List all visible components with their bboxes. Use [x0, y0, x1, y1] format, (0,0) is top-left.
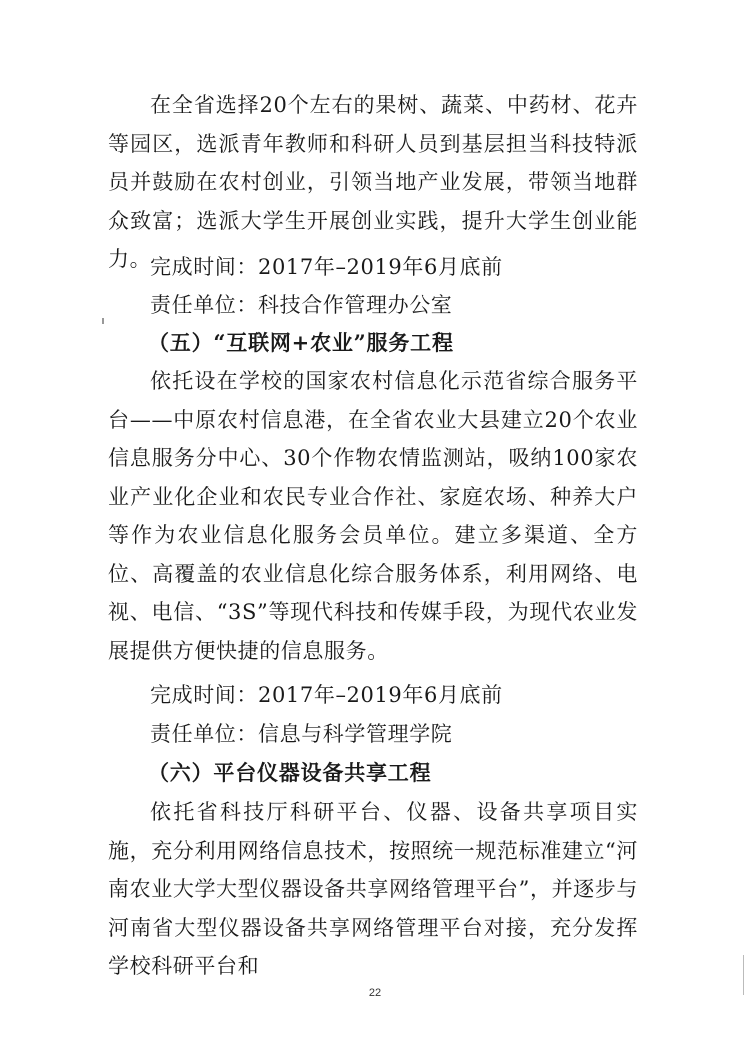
responsible-unit-1: 责任单位：科技合作管理办公室 [150, 293, 453, 317]
responsible-unit-2: 责任单位：信息与科学管理学院 [150, 722, 453, 746]
completion-time-2: 完成时间：2017年–2019年6月底前 [150, 683, 503, 707]
section-heading-5: （五）“互联网+农业”服务工程 [148, 330, 454, 355]
paragraph-instrument-sharing: 依托省科技厅科研平台、仪器、设备共享项目实施，充分利用网络信息技术，按照统一规范标准建立“河南农业大学大型仪器设备共享网络管理平台”，并逐步与河南省大型仪器设备共享网络管理平台对接，充分发挥学校科研平台和 [108, 800, 638, 978]
paragraph-orchard-parks: 在全省选择20个左右的果树、蔬菜、中药材、花卉等园区，选派青年教师和科研人员到基层担当科技特派员并鼓励在农村创业，引领当地产业发展，带领当地群众致富；选派大学生开展创业实践，提升大学生创业能力。 [108, 93, 638, 271]
paragraph-internet-agriculture: 依托设在学校的国家农村信息化示范省综合服务平台——中原农村信息港，在全省农业大县建立20个农业信息服务分中心、30个作物农情监测站，吸纳100家农业产业化企业和农民专业合作社、家庭农场、种养大户等作为农业信息化服务会员单位。建立多渠道、全方位、高覆盖的农业信息化综合服务体系，利用网络、电视、电信、“3S”等现代科技和传媒手段，为现代农业发展提供方便快捷的信息服务。 [108, 369, 638, 663]
scan-mark [102, 318, 104, 324]
completion-time-1: 完成时间：2017年–2019年6月底前 [150, 255, 503, 279]
scan-edge-mark [743, 955, 744, 995]
section-heading-6: （六）平台仪器设备共享工程 [148, 760, 432, 785]
page-number: 22 [368, 987, 382, 999]
